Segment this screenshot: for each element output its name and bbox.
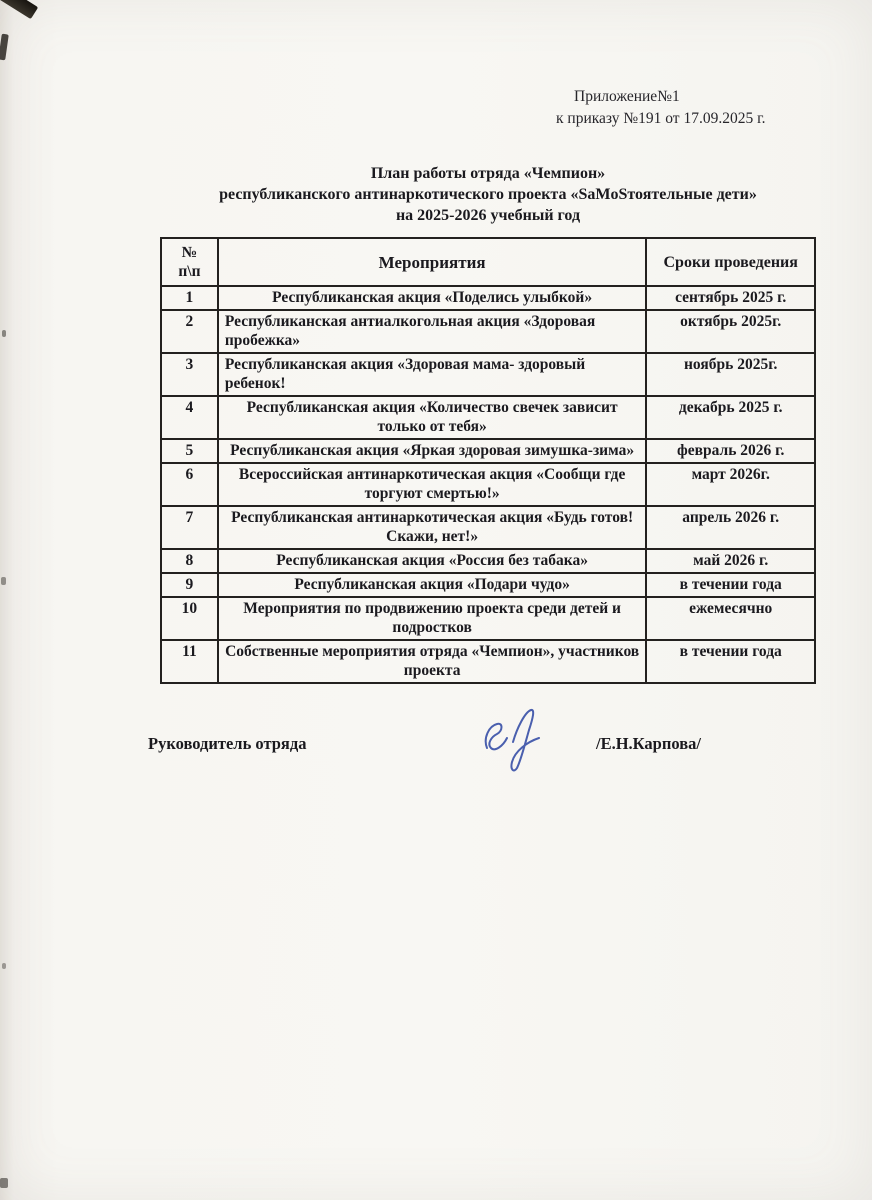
- scan-edge-mark: [0, 1178, 8, 1188]
- table-row: [161, 353, 815, 396]
- annotation-line2: к приказу №191 от 17.09.2025 г.: [556, 110, 766, 127]
- header-events: Мероприятия: [218, 238, 647, 286]
- title-line2: республиканского антинаркотического проекта «SaMoSтоятельные дети»: [219, 186, 757, 203]
- table-row: [161, 396, 815, 439]
- row-date: декабрь 2025 г.: [646, 396, 815, 439]
- table-row: [161, 506, 815, 549]
- row-event: Республиканская акция «Поделись улыбкой»: [218, 286, 647, 310]
- row-date: октябрь 2025г.: [646, 310, 815, 353]
- row-event: Собственные мероприятия отряда «Чемпион», участников проекта: [218, 640, 647, 683]
- header-num: [161, 238, 218, 286]
- table-row: [161, 463, 815, 506]
- row-date: май 2026 г.: [646, 549, 815, 573]
- table-row: [161, 549, 815, 573]
- row-event: Республиканская акция «Подари чудо»: [218, 573, 647, 597]
- scan-edge-mark: [0, 34, 9, 61]
- document-annotation: [556, 86, 806, 130]
- row-num: 1: [161, 286, 218, 310]
- row-num: 8: [161, 549, 218, 573]
- row-num: 4: [161, 396, 218, 439]
- row-event: Всероссийская антинаркотическая акция «Сообщи где торгуют смертью!»: [218, 463, 647, 506]
- row-event: Республиканская антиалкогольная акция «Здоровая пробежка»: [218, 310, 647, 353]
- row-date: в течении года: [646, 640, 815, 683]
- header-num-line1: №: [181, 244, 198, 261]
- row-num: 2: [161, 310, 218, 353]
- header-dates: Сроки проведения: [646, 238, 815, 286]
- table-row: [161, 640, 815, 683]
- table-row: [161, 310, 815, 353]
- row-num: 7: [161, 506, 218, 549]
- row-num: 10: [161, 597, 218, 640]
- row-date: ежемесячно: [646, 597, 815, 640]
- signature-image: [473, 704, 583, 779]
- annotation-line1: Приложение№1: [574, 88, 680, 105]
- table-row: [161, 573, 815, 597]
- row-event: Республиканская акция «Россия без табака»: [218, 549, 647, 573]
- table-header-row: [161, 238, 815, 286]
- signer-title: Руководитель отряда: [148, 734, 307, 753]
- scan-corner-mark: [0, 0, 38, 19]
- title-line3: на 2025-2026 учебный год: [395, 207, 581, 224]
- row-num: 11: [161, 640, 218, 683]
- row-date: ноябрь 2025г.: [646, 353, 815, 396]
- row-event: Республиканская акция «Здоровая мама- здоровый ребенок!: [218, 353, 647, 396]
- scan-edge-mark: [2, 330, 6, 337]
- row-date: в течении года: [646, 573, 815, 597]
- row-num: 9: [161, 573, 218, 597]
- row-date: сентябрь 2025 г.: [646, 286, 815, 310]
- scan-edge-mark: [2, 963, 6, 969]
- table-row: [161, 597, 815, 640]
- row-date: апрель 2026 г.: [646, 506, 815, 549]
- table-row: [161, 286, 815, 310]
- signer-name: /Е.Н.Карпова/: [596, 734, 701, 753]
- row-num: 5: [161, 439, 218, 463]
- row-event: Республиканская акция «Количество свечек зависит только от тебя»: [218, 396, 647, 439]
- row-event: Мероприятия по продвижению проекта среди детей и подростков: [218, 597, 647, 640]
- row-event: Республиканская акция «Яркая здоровая зимушка-зима»: [218, 439, 647, 463]
- row-date: февраль 2026 г.: [646, 439, 815, 463]
- row-date: март 2026г.: [646, 463, 815, 506]
- title-line1: План работы отряда «Чемпион»: [370, 165, 606, 182]
- table-row: [161, 439, 815, 463]
- work-plan-table: [160, 237, 816, 684]
- scan-edge-mark: [1, 577, 6, 585]
- row-num: 3: [161, 353, 218, 396]
- row-num: 6: [161, 463, 218, 506]
- row-event: Республиканская антинаркотическая акция «Будь готов! Скажи, нет!»: [218, 506, 647, 549]
- document-title: [160, 163, 816, 226]
- header-num-line2: п\п: [178, 263, 201, 280]
